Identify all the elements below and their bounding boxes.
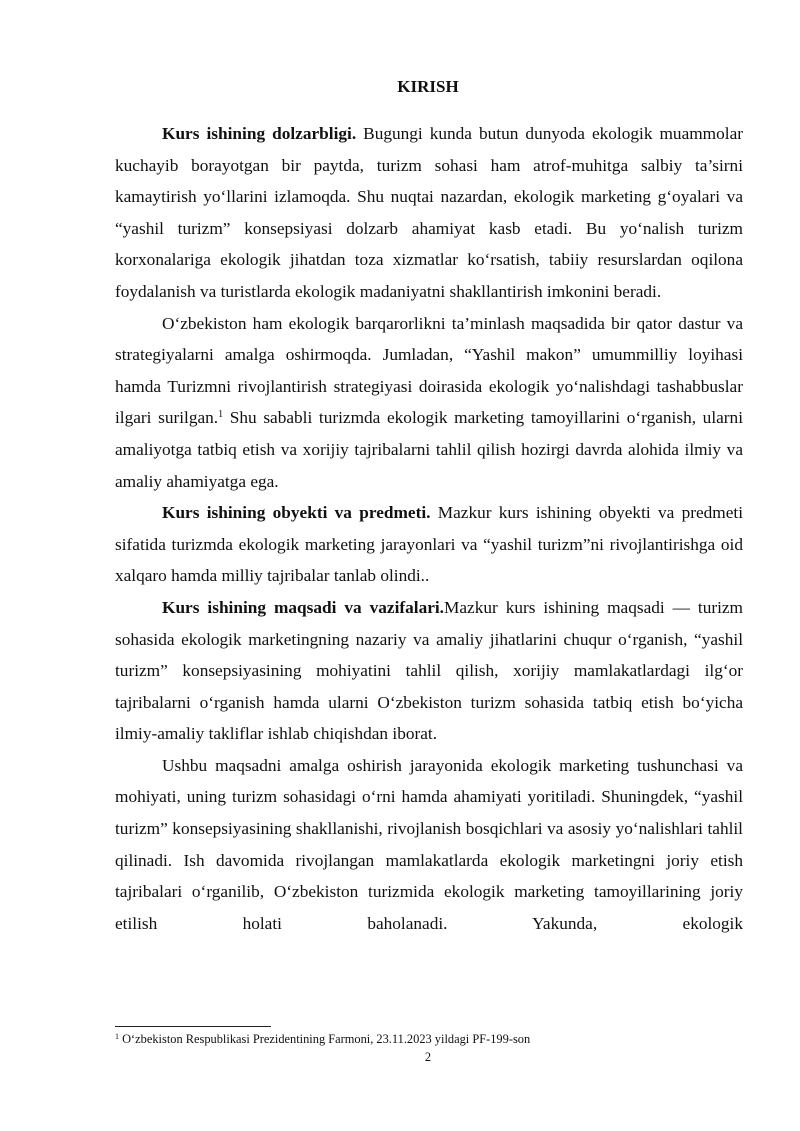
paragraph-heading: Kurs ishining dolzarbligi. (162, 124, 357, 143)
footnote-reference: 1 (218, 409, 224, 421)
paragraph-heading: Kurs ishining maqsadi va vazifalari. (162, 597, 444, 617)
page-number: 2 (424, 1050, 432, 1064)
paragraph-heading: Kurs ishining obyekti va predmeti. (162, 503, 431, 523)
footnote-text: O‘zbekiston Respublikasi Prezidentining Farmoni, 23.11.2023 yildagi PF-199-son (119, 1032, 531, 1046)
body-text (115, 118, 743, 939)
paragraph-text: Shu sababli turizmda ekologik marketing tamoyillarini o‘rganish, ularni amaliyotga tatbiq etish va xorijiy tajribalarni tahlil qilish hozirgi davrda alohida ilmiy va amaliy ahamiyatga ega. (115, 408, 743, 491)
paragraph-text: Mazkur kurs ishining obyekti va predmeti sifatida turizmda ekologik marketing jarayonlari va “yashil turizm”ni rivojlantirishga oid xalqaro hamda milliy tajribalar tanlab olindi.. (115, 503, 743, 586)
paragraph-goals-tasks (115, 592, 743, 750)
footnote-number: 1 (115, 1032, 119, 1041)
paragraph-implementation (115, 750, 743, 940)
paragraph-text: Mazkur kurs ishining maqsadi — turizm sohasida ekologik marketingning nazariy va amaliy jihatlarini chuqur o‘rganish, “yashil turizm” konsepsiyasining mohiyatini tahlil qilish, xorijiy mamlakatlardagi ilg‘or tajribalarni o‘rganish hamda ularni O‘zbekiston turizm sohasida tatbiq etish bo‘yicha ilmiy-amaliy takliflar ishlab chiqishdan iborat. (115, 597, 743, 744)
paragraph-object-subject (115, 497, 743, 592)
paragraph-text: Bugungi kunda butun dunyoda ekologik muammolar kuchayib borayotgan bir paytda, turizm sohasi ham atrof-muhitga salbiy ta’sirni kamaytirish yo‘llarini izlamoqda. Shu nuqtai nazardan, ekologik marketing g‘oyalari va “yashil turizm” konsepsiyasi dolzarb ahamiyat kasb etadi. Bu yo‘nalish turizm korxonalariga ekologik jihatdan toza xizmatlar ko‘rsatish, tabiiy resurslardan oqilona foydalanish va turistlarda ekologik madaniyatni shakllantirish imkonini beradi. (115, 124, 743, 301)
paragraph-text: Ushbu maqsadni amalga oshirish jarayonida ekologik marketing tushunchasi va mohiyati, uning turizm sohasidagi o‘rni hamda ahamiyati yoritiladi. Shuningdek, “yashil turizm” konsepsiyasining shakllanishi, rivojlanish bosqichlari va asosiy yo‘nalishlari tahlil qilinadi. Ish davomida rivojlangan mamlakatlarda ekologik marketingni joriy etish tajribalari o‘rganilib, O‘zbekiston turizmida ekologik marketing tamoyillarining joriy etilish holati baholanadi. Yakunda, ekologik (115, 755, 743, 933)
paragraph-text: O‘zbekiston ham ekologik barqarorlikni ta’minlash maqsadida bir qator dastur va strategiyalarni amalga oshirmoqda. Jumladan, “Yashil makon” umummilliy loyihasi hamda Turizmni rivojlantirish strategiyasi doirasida ekologik yo‘nalishdagi tashabbuslar ilgari surilgan. (115, 313, 743, 428)
paragraph-relevance (115, 118, 743, 308)
footnote-separator (115, 1026, 271, 1027)
section-title: KIRISH (397, 77, 459, 96)
footnote (115, 1032, 743, 1047)
paragraph-uzbekistan (115, 308, 743, 498)
